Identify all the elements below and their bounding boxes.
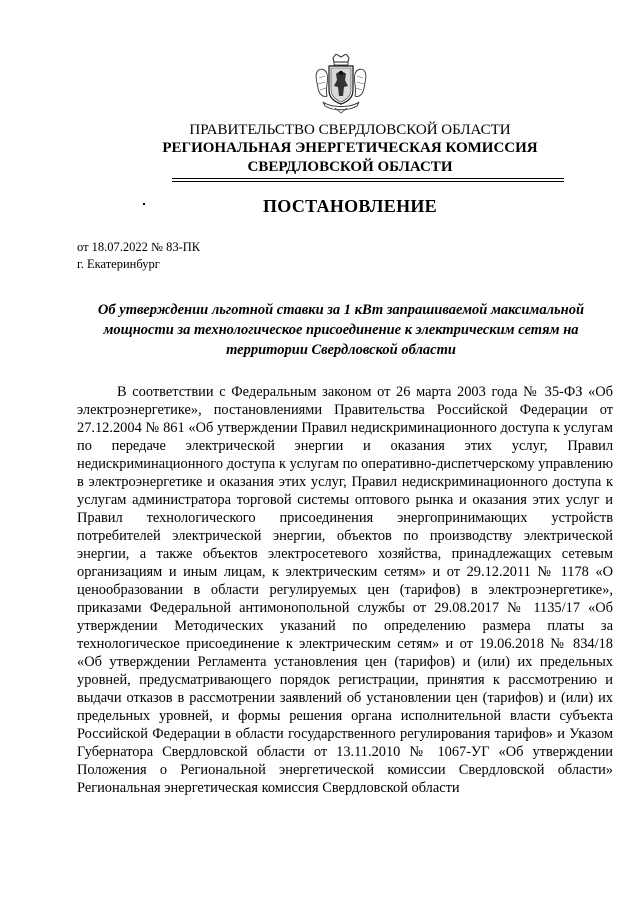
commission-name: РЕГИОНАЛЬНАЯ ЭНЕРГЕТИЧЕСКАЯ КОМИССИЯ [162,140,538,156]
document-title: ПОСТАНОВЛЕНИЕ [263,196,437,216]
coat-of-arms-icon [315,54,367,114]
header-divider-top [172,178,564,179]
document-date-number: от 18.07.2022 № 83-ПК [77,240,201,254]
document-city: г. Екатеринбург [77,257,160,271]
header-divider-bottom [172,181,564,182]
government-name: ПРАВИТЕЛЬСТВО СВЕРДЛОВСКОЙ ОБЛАСТИ [189,122,511,138]
region-name: СВЕРДЛОВСКОЙ ОБЛАСТИ [247,159,453,175]
document-subject: Об утверждении льготной ставки за 1 кВт запрашиваемой максимальной мощности за технологическое присоединение к электрическим сетям на территории Свердловской области [97,302,585,358]
document-body-paragraph: В соответствии с Федеральным законом от 26 марта 2003 года № 35-ФЗ «Об электроэнергетике», постановлениями Правительства Российской Федерации от 27.12.2004 № 861 «Об утверждении Правил недискриминационного доступа к услугам по передаче электрической энергии и оказания этих услуг, Правил недискриминационного доступа к услугам по оперативно-диспетчерскому управлению в электроэнергетике и оказания этих услуг, Правил недискриминационного доступа к услугам администратора торговой системы оптового рынка и оказания этих услуг и Правил технологического присоединения энергопринимающих устройств потребителей электрической энергии, объектов по производству электрической энергии, а также объектов электросетевого хозяйства, принадлежащих сетевым организациям и иным лицам, к электрическим сетям» и от 29.12.2011 № 1178 «О ценообразовании в области регулируемых цен (тарифов) в электроэнергетике», приказами Федеральной антимонопольной службы от 29.08.2017 № 1135/17 «Об утверждении Методических указаний по определению размера платы за технологическое присоединение к электрическим сетям» и от 19.06.2018 № 834/18 «Об утверждении Регламента установления цен (тарифов) и (или) их предельных уровней, предусматривающего порядок регистрации, принятия к рассмотрению и выдачи отказов в рассмотрении заявлений об установлении цен (тарифов) и (или) их предельных уровней, и формы решения органа исполнительной власти субъекта Российской Федерации в области государственного регулирования тарифов» и Указом Губернатора Свердловской области от 13.11.2010 № 1067-УГ «Об утверждении Положения о Региональной энергетической комиссии Свердловской области» Региональная энергетическая комиссия Свердловской области [77,384,613,796]
